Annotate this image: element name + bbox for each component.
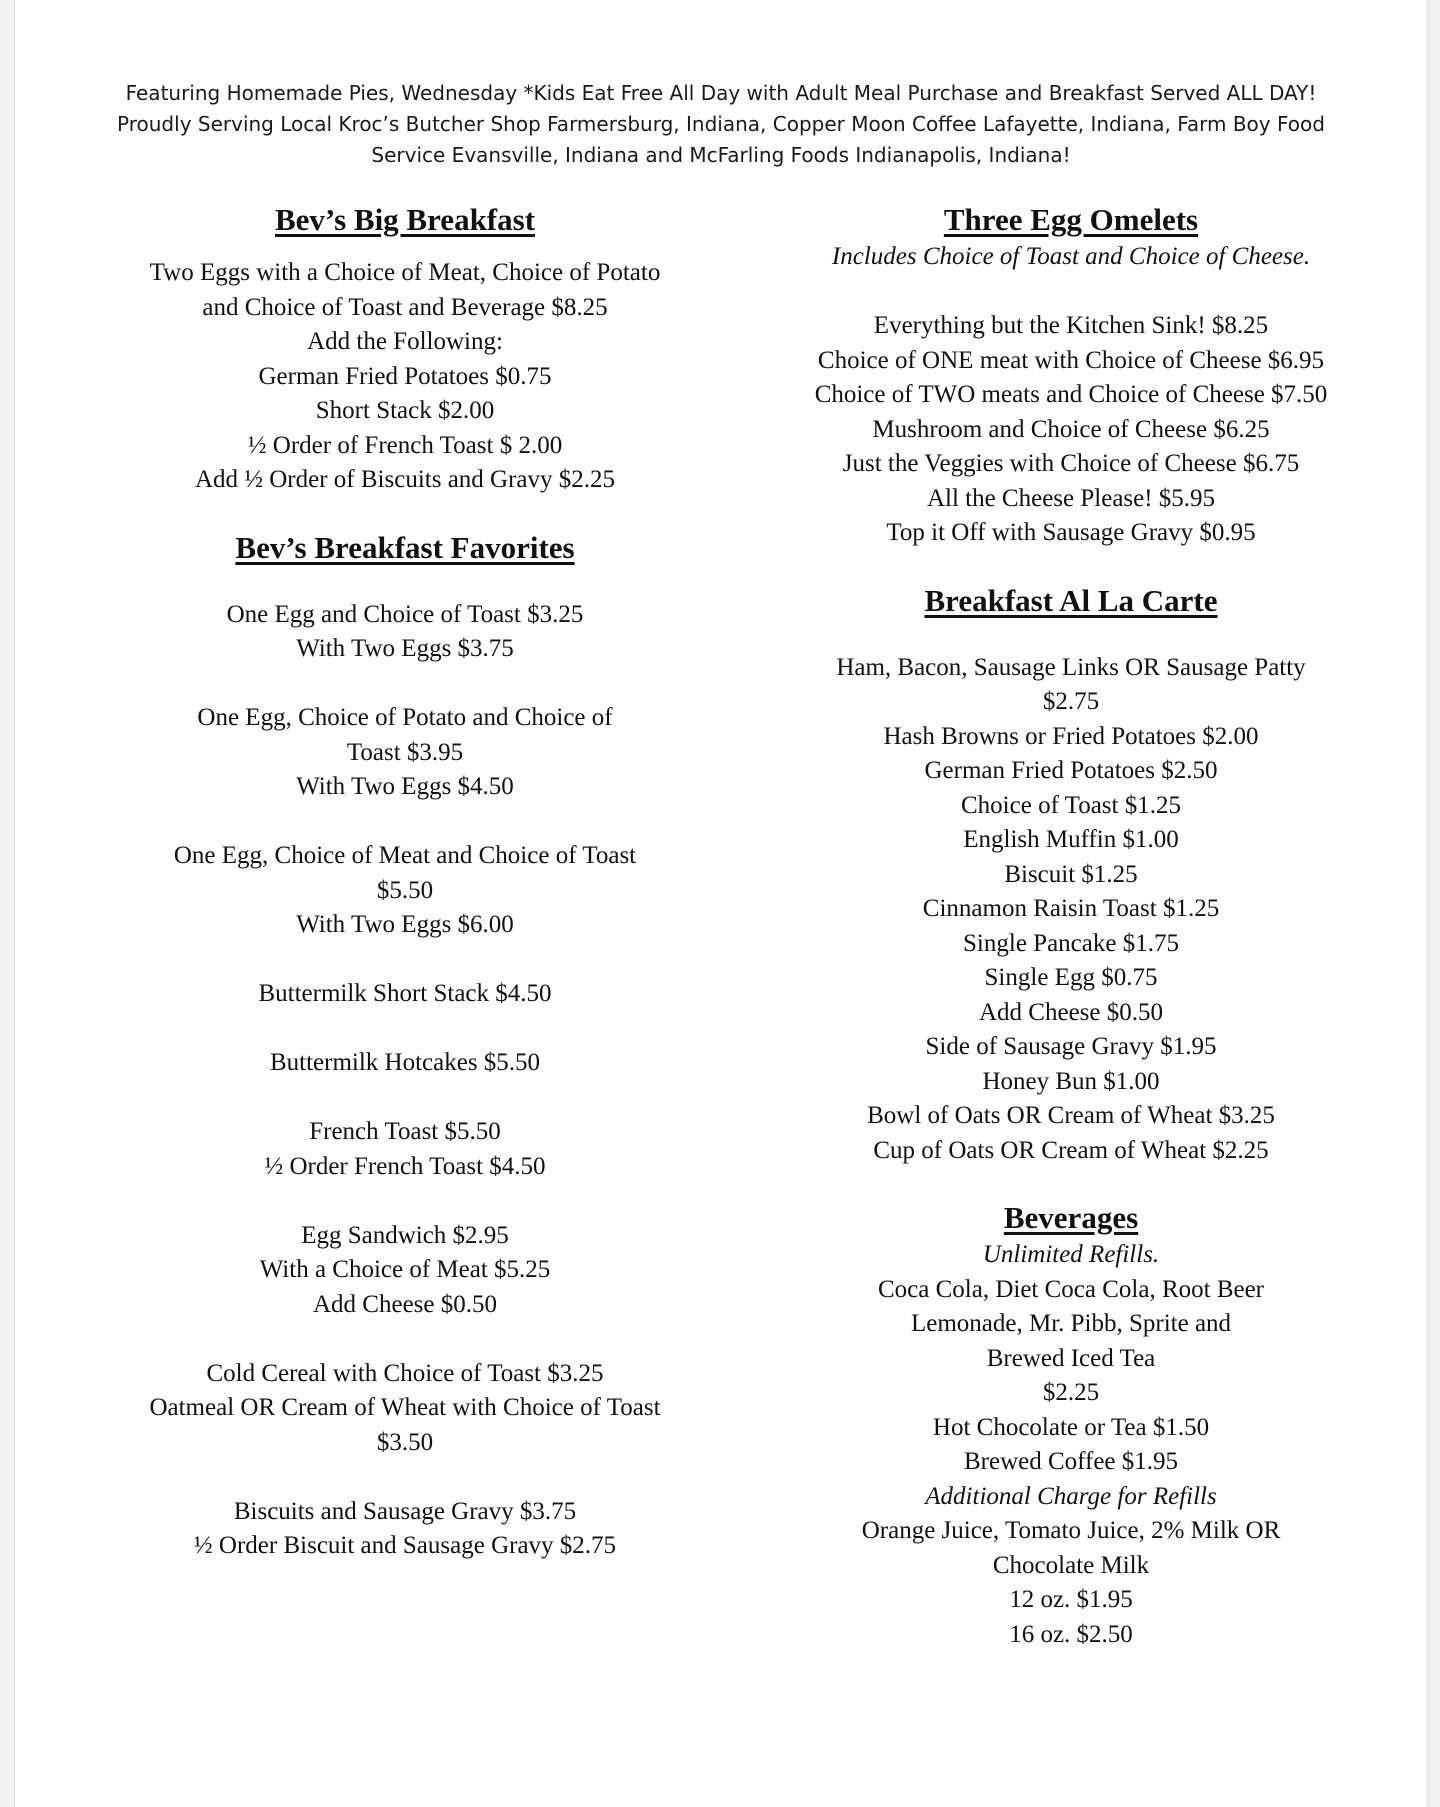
menu-item: All the Cheese Please! $5.95 (926, 484, 1216, 512)
menu-item: Add Cheese $0.50 (313, 1290, 497, 1318)
menu-item: Add the Following: (307, 328, 503, 355)
intro-banner (75, 78, 1367, 171)
menu-item: With a Choice of Meat $5.25 (259, 1256, 551, 1283)
menu-item: Chocolate Milk (992, 1551, 1150, 1579)
menu-item: Ham, Bacon, Sausage Links OR Sausage Patty (836, 653, 1306, 681)
omelets-section (751, 200, 1391, 551)
beverages-section (751, 1198, 1391, 1652)
menu-item: Mushroom and Choice of Cheese $6.25 (872, 415, 1270, 443)
menu-item: Brewed Iced Tea (986, 1344, 1156, 1372)
menu-item: German Fried Potatoes $0.75 (258, 362, 552, 390)
menu-item: Brewed Coffee $1.95 (963, 1448, 1179, 1475)
menu-item: Bowl of Oats OR Cream of Wheat $3.25 (867, 1102, 1275, 1129)
menu-item: With Two Eggs $4.50 (296, 773, 514, 800)
menu-item: Biscuit $1.25 (1004, 860, 1138, 888)
section-title-omelets: Three Egg Omelets (943, 202, 1199, 237)
menu-item: Hot Chocolate or Tea $1.50 (932, 1413, 1210, 1441)
menu-item: German Fried Potatoes $2.50 (924, 757, 1218, 784)
menu-item: ½ Order Biscuit and Sausage Gravy $2.75 (193, 1532, 617, 1559)
section-title-favorites: Bev’s Breakfast Favorites (235, 529, 575, 565)
menu-item: Toast $3.95 (346, 738, 464, 766)
menu-item: With Two Eggs $6.00 (296, 911, 514, 938)
menu-item: Buttermilk Short Stack $4.50 (258, 980, 552, 1007)
menu-item: With Two Eggs $3.75 (296, 635, 514, 662)
menu-item: $2.25 (1042, 1379, 1100, 1406)
menu-item: ½ Order of French Toast $ 2.00 (247, 431, 563, 459)
menu-item: Single Pancake $1.75 (963, 929, 1179, 957)
menu-item: One Egg, Choice of Meat and Choice of Toast (173, 842, 637, 869)
menu-item: $2.75 (1042, 688, 1100, 715)
menu-item: Oatmeal OR Cream of Wheat with Choice of Toast (149, 1394, 661, 1421)
menu-item: Cold Cereal with Choice of Toast $3.25 (206, 1359, 604, 1387)
menu-item: 16 oz. $2.50 (1009, 1620, 1133, 1648)
menu-item: One Egg, Choice of Potato and Choice of (197, 704, 613, 731)
menu-item: Short Stack $2.00 (315, 397, 495, 424)
menu-item: ½ Order French Toast $4.50 (264, 1152, 546, 1180)
menu-item: Just the Veggies with Choice of Cheese $6.75 (842, 450, 1300, 477)
menu-item: Cinnamon Raisin Toast $1.25 (922, 895, 1220, 922)
menu-item: 12 oz. $1.95 (1009, 1586, 1133, 1613)
section-note-refills: Additional Charge for Refills (925, 1482, 1217, 1510)
menu-item: and Choice of Toast and Beverage $8.25 (202, 293, 608, 321)
favorites-section (95, 528, 715, 1564)
menu-item: Single Egg $0.75 (984, 964, 1158, 991)
menu-item: Hash Browns or Fried Potatoes $2.00 (883, 722, 1259, 750)
menu-item: Side of Sausage Gravy $1.95 (925, 1033, 1217, 1060)
menu-page (14, 0, 1428, 1807)
menu-item: Lemonade, Mr. Pibb, Sprite and (910, 1310, 1232, 1337)
menu-item: Add ½ Order of Biscuits and Gravy $2.25 (194, 466, 616, 493)
intro-line: Proudly Serving Local Kroc’s Butcher Shop Farmersburg, Indiana, Copper Moon Coffee Lafayette, Indiana, Farm Boy Food (117, 112, 1325, 136)
menu-item: Biscuits and Sausage Gravy $3.75 (233, 1497, 577, 1525)
menu-item: Egg Sandwich $2.95 (301, 1221, 509, 1249)
menu-item: $5.50 (376, 876, 434, 904)
menu-item: Top it Off with Sausage Gravy $0.95 (886, 519, 1256, 546)
menu-item: Choice of Toast $1.25 (961, 791, 1181, 819)
menu-item: Honey Bun $1.00 (982, 1067, 1160, 1095)
menu-item: Coca Cola, Diet Coca Cola, Root Beer (877, 1275, 1265, 1303)
menu-item: Choice of ONE meat with Choice of Cheese $6.95 (817, 346, 1325, 374)
left-column (95, 200, 715, 1564)
menu-item: Choice of TWO meats and Choice of Cheese $7.50 (814, 381, 1328, 408)
menu-item: Everything but the Kitchen Sink! $8.25 (873, 312, 1269, 339)
menu-item: French Toast $5.50 (309, 1118, 501, 1145)
menu-item: English Muffin $1.00 (963, 826, 1179, 853)
menu-item: Cup of Oats OR Cream of Wheat $2.25 (873, 1136, 1269, 1164)
intro-line: Featuring Homemade Pies, Wednesday *Kids Eat Free All Day with Adult Meal Purchase and Breakfast Served ALL DAY! (125, 81, 1317, 105)
section-note-beverages: Unlimited Refills. (982, 1241, 1160, 1268)
menu-item: $3.50 (376, 1428, 434, 1456)
ala-carte-section (751, 581, 1391, 1169)
intro-line: Service Evansville, Indiana and McFarling Foods Indianapolis, Indiana! (371, 143, 1071, 167)
section-note-omelets: Includes Choice of Toast and Choice of Cheese. (831, 243, 1311, 270)
section-title-beverages: Beverages (1003, 1200, 1139, 1235)
menu-item: Orange Juice, Tomato Juice, 2% Milk OR (861, 1517, 1281, 1544)
section-title-big-breakfast: Bev’s Big Breakfast (274, 202, 536, 237)
big-breakfast-section (95, 200, 715, 498)
section-title-ala-carte: Breakfast Al La Carte (924, 582, 1218, 618)
right-column (751, 200, 1391, 1652)
menu-item: One Egg and Choice of Toast $3.25 (226, 600, 584, 628)
menu-item: Buttermilk Hotcakes $5.50 (269, 1049, 541, 1076)
menu-item: Add Cheese $0.50 (979, 998, 1163, 1026)
menu-item: Two Eggs with a Choice of Meat, Choice of Potato (149, 259, 661, 286)
